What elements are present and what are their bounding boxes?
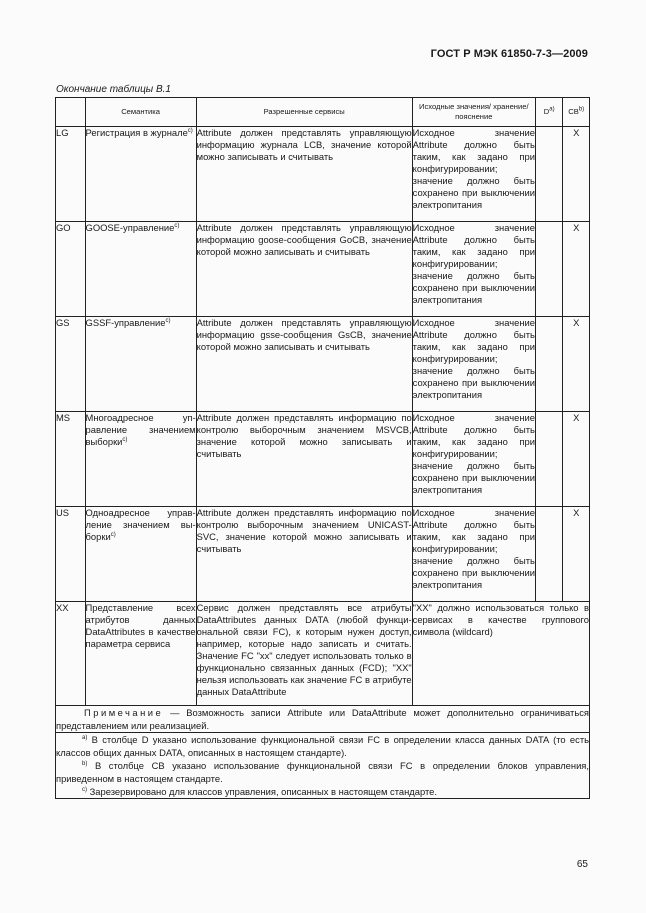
fc-code: US bbox=[56, 507, 86, 602]
source-cell: Исходное значение Attribute должно быть таким, как задано при конфигурировании; значение должно быть сохранено при выключении электропитания bbox=[412, 412, 535, 507]
services-cell: Attribute должен представлять информацию по контролю выборочным значением MSVCB, значение которой можно записывать и считывать bbox=[196, 412, 412, 507]
header-cb: CB$^{b)}$ bbox=[563, 98, 590, 127]
semantics-cell: Представление всех атрибутов данных DataAttributes в качестве параметра сервиса bbox=[85, 602, 196, 706]
fc-code: GO bbox=[56, 222, 86, 317]
source-cell: Исходное значение Attribute должно быть таким, как задано при конфигурировании; значение должно быть сохранено при выключении электропитания bbox=[412, 222, 535, 317]
services-cell: Attribute должен представлять управляющую информацию goose-сообщения GoCB, значение которой можно записывать и считывать bbox=[196, 222, 412, 317]
fc-code: GS bbox=[56, 317, 86, 412]
table-row bbox=[56, 317, 590, 412]
cb-cell: X bbox=[563, 412, 590, 507]
source-cell: "XX" должно использоваться только в сервисах в качестве группового символа (wildcard) bbox=[412, 602, 589, 706]
note-row bbox=[56, 706, 590, 733]
source-cell: Исходное значение Attribute должно быть таким, как задано при конфигурировании; значение должно быть сохранено при выключении электропитания bbox=[412, 507, 535, 602]
services-cell: Сервис должен представлять все атрибуты DataAttributes данных DATA (любой функциональной связи FC), к которым нужен доступ, например, которые надо записать и считать. Значение FC "xx" следует использовать только в функционально связанных данных (FCD); "XX" нельзя использовать как значение FC в атрибуте данных DataAttribute bbox=[196, 602, 412, 706]
d-cell bbox=[535, 317, 563, 412]
header-semantics: Семантика bbox=[85, 98, 196, 127]
cb-cell: X bbox=[563, 317, 590, 412]
services-cell: Attribute должен представлять управляющую информацию журнала LCB, значение которой можно записывать и считывать bbox=[196, 127, 412, 222]
services-cell: Attribute должен представлять информацию по контролю выборочным значением UNICAST-SVC, значение которой можно записывать и считывать bbox=[196, 507, 412, 602]
services-cell: Attribute должен представлять управляющую информацию gsse-сообщения GsCB, значение которой можно записывать и считывать bbox=[196, 317, 412, 412]
note-label: Примечание bbox=[84, 707, 164, 718]
cb-cell: X bbox=[563, 507, 590, 602]
fc-table bbox=[55, 97, 590, 799]
footnote: $^{c)}$ Зарезервировано для классов управления, описанных в настоящем стандарте. bbox=[82, 786, 437, 797]
d-cell bbox=[535, 412, 563, 507]
standard-header: ГОСТ Р МЭК 61850-7-3—2009 bbox=[430, 48, 588, 60]
semantics-cell: GOOSE-управление$^{c)}$ bbox=[85, 222, 196, 317]
semantics-cell: Одноадресное управление значением выборки$^{c)}$ bbox=[85, 507, 196, 602]
semantics-cell: Многоадресное управление значением выборки$^{c)}$ bbox=[85, 412, 196, 507]
table-note bbox=[56, 706, 590, 733]
source-cell: Исходное значение Attribute должно быть таким, как задано при конфигурировании; значение должно быть сохранено при выключении электропитания bbox=[412, 127, 535, 222]
table-row bbox=[56, 412, 590, 507]
table-row-xx bbox=[56, 602, 590, 706]
header-code bbox=[56, 98, 86, 127]
table-caption: Окончание таблицы В.1 bbox=[56, 84, 171, 95]
header-d: $D^{a)}$ bbox=[535, 98, 563, 127]
table-row bbox=[56, 507, 590, 602]
footnotes-row bbox=[56, 733, 590, 799]
table-row bbox=[56, 127, 590, 222]
table-row bbox=[56, 222, 590, 317]
d-cell bbox=[535, 507, 563, 602]
footnote: $^{b)}$ В столбце CB указано использование функциональной связи FC в определении блоков управления, приведенном в настоящем стандарте. bbox=[56, 760, 589, 784]
footnotes bbox=[56, 733, 590, 799]
note-text: — Возможность записи Attribute или DataAttribute может дополнительно ограничиваться представлением или реализацией. bbox=[56, 707, 589, 731]
footnote: $^{a)}$ В столбце D указано использование функциональной связи FC в определении класса данных DATA (то есть классов общих данных DATA, описанных в настоящем стандарте). bbox=[56, 734, 589, 758]
fc-code: MS bbox=[56, 412, 86, 507]
cb-cell: X bbox=[563, 222, 590, 317]
fc-code: LG bbox=[56, 127, 86, 222]
header-services: Разрешенные сервисы bbox=[196, 98, 412, 127]
d-cell bbox=[535, 222, 563, 317]
page-number: 65 bbox=[576, 859, 588, 870]
table-header-row bbox=[56, 98, 590, 127]
semantics-cell: Регистрация в журнале$^{c)}$ bbox=[85, 127, 196, 222]
header-source: Исходные значения/ хранение/пояснение bbox=[412, 98, 535, 127]
semantics-cell: GSSF-управление$^{c)}$ bbox=[85, 317, 196, 412]
d-cell bbox=[535, 127, 563, 222]
fc-code: XX bbox=[56, 602, 86, 706]
source-cell: Исходное значение Attribute должно быть таким, как задано при конфигурировании; значение должно быть сохранено при выключении электропитания bbox=[412, 317, 535, 412]
cb-cell: X bbox=[563, 127, 590, 222]
